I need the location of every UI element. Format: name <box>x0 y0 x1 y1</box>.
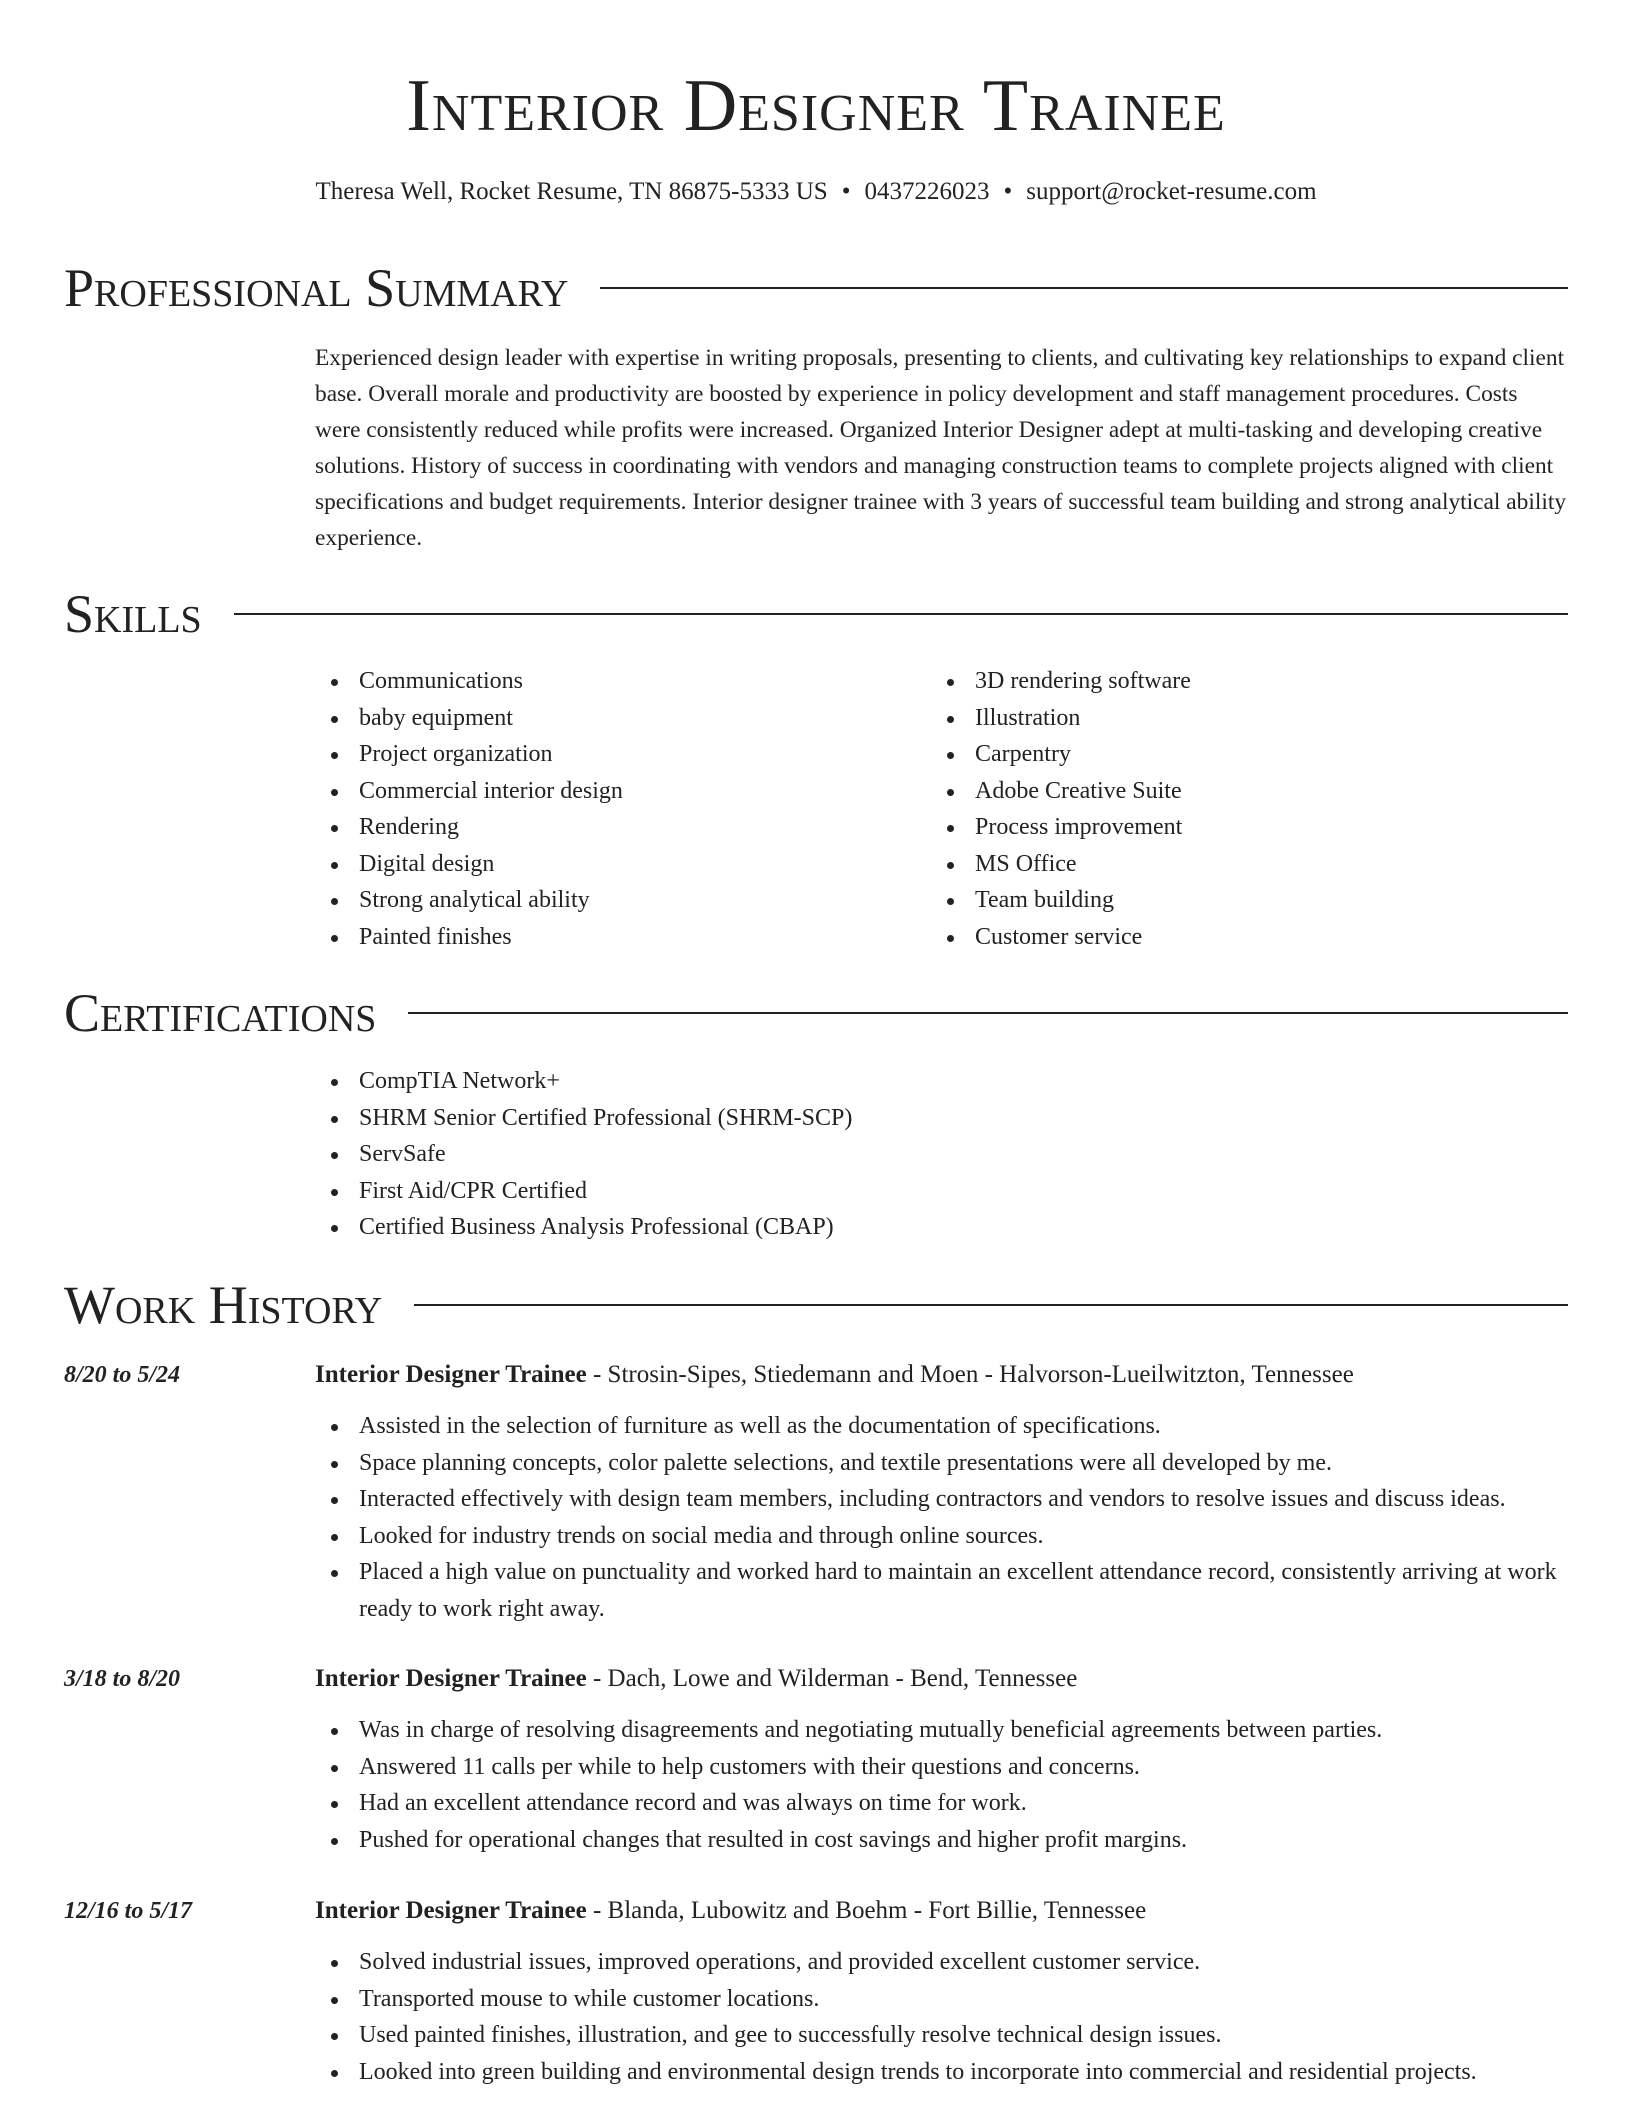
job-dates: 8/20 to 5/24 <box>64 1362 181 1388</box>
skills-section-header <box>64 584 1568 644</box>
skill-item: Strong analytical ability <box>315 882 915 919</box>
certification-item: CompTIA Network+ <box>315 1063 1515 1100</box>
summary-section-header <box>64 258 1568 318</box>
section-divider <box>414 1304 1568 1306</box>
job-heading <box>315 1661 1077 1697</box>
skill-item: Commercial interior design <box>315 773 915 810</box>
skill-item: Carpentry <box>931 736 1531 773</box>
contact-separator: • <box>841 178 851 205</box>
job-bullet: Transported mouse to while customer locations. <box>315 1981 1568 2018</box>
job-bullets <box>315 1712 1568 1858</box>
job-bullet: Space planning concepts, color palette selections, and textile presentations were all developed by me. <box>315 1445 1568 1482</box>
skill-item: Digital design <box>315 846 915 883</box>
job-bullet: Had an excellent attendance record and was always on time for work. <box>315 1785 1568 1822</box>
job-bullet: Solved industrial issues, improved operations, and provided excellent customer service. <box>315 1944 1568 1981</box>
section-divider <box>234 613 1568 615</box>
job-bullet: Looked for industry trends on social media and through online sources. <box>315 1518 1568 1555</box>
contact-email: support@rocket-resume.com <box>1026 178 1317 205</box>
job-dates: 12/16 to 5/17 <box>64 1898 193 1924</box>
work-section-header <box>64 1275 1568 1335</box>
job-employer: - Dach, Lowe and Wilderman - Bend, Tennessee <box>586 1665 1078 1692</box>
job-employer: - Blanda, Lubowitz and Boehm - Fort Billie, Tennessee <box>586 1897 1147 1924</box>
job-bullet: Placed a high value on punctuality and worked hard to maintain an excellent attendance record, consistently arriving at work ready to work right away. <box>315 1554 1568 1627</box>
skills-list-left <box>315 663 915 955</box>
section-title: Skills <box>64 584 202 644</box>
contact-line <box>0 175 1632 209</box>
job-bullet: Looked into green building and environmental design trends to incorporate into commercial and residential projects. <box>315 2054 1568 2091</box>
skill-item: baby equipment <box>315 700 915 737</box>
skill-item: Project organization <box>315 736 915 773</box>
skill-item: Process improvement <box>931 809 1531 846</box>
candidate-name: Interior Designer Trainee <box>406 65 1226 147</box>
skills-list-right <box>931 663 1531 955</box>
skill-item: Adobe Creative Suite <box>931 773 1531 810</box>
skill-item: Painted finishes <box>315 919 915 956</box>
job-bullets <box>315 1944 1568 2090</box>
skill-item: 3D rendering software <box>931 663 1531 700</box>
certification-item: Certified Business Analysis Professional (CBAP) <box>315 1209 1515 1246</box>
certifications-list <box>315 1063 1515 1246</box>
section-divider <box>408 1012 1568 1014</box>
certification-item: First Aid/CPR Certified <box>315 1173 1515 1210</box>
job-bullet: Used painted finishes, illustration, and gee to successfully resolve technical design issues. <box>315 2017 1568 2054</box>
section-divider <box>600 287 1568 289</box>
certifications-section-header <box>64 983 1568 1043</box>
section-title: Certifications <box>64 983 377 1043</box>
job-heading <box>315 1893 1146 1929</box>
job-title: Interior Designer Trainee <box>315 1665 587 1692</box>
job-dates: 3/18 to 8/20 <box>64 1666 181 1692</box>
section-title: Work History <box>64 1275 383 1335</box>
contact-address: Theresa Well, Rocket Resume, TN 86875-5333 US <box>315 178 828 205</box>
job-bullet: Interacted effectively with design team members, including contractors and vendors to resolve issues and discuss ideas. <box>315 1481 1568 1518</box>
job-employer: - Strosin-Sipes, Stiedemann and Moen - Halvorson-Lueilwitzton, Tennessee <box>586 1361 1354 1388</box>
job-bullets <box>315 1408 1568 1627</box>
job-bullet: Assisted in the selection of furniture as well as the documentation of specifications. <box>315 1408 1568 1445</box>
skill-item: Customer service <box>931 919 1531 956</box>
job-bullet: Was in charge of resolving disagreements and negotiating mutually beneficial agreements between parties. <box>315 1712 1568 1749</box>
contact-phone: 0437226023 <box>864 178 990 205</box>
contact-separator: • <box>1003 178 1013 205</box>
section-title: Professional Summary <box>64 258 569 318</box>
skill-item: Communications <box>315 663 915 700</box>
certification-item: ServSafe <box>315 1136 1515 1173</box>
job-bullet: Pushed for operational changes that resulted in cost savings and higher profit margins. <box>315 1822 1568 1859</box>
job-title: Interior Designer Trainee <box>315 1361 587 1388</box>
job-heading <box>315 1357 1354 1393</box>
skill-item: Rendering <box>315 809 915 846</box>
skill-item: Illustration <box>931 700 1531 737</box>
job-title: Interior Designer Trainee <box>315 1897 587 1924</box>
certification-item: SHRM Senior Certified Professional (SHRM-SCP) <box>315 1100 1515 1137</box>
skill-item: MS Office <box>931 846 1531 883</box>
skill-item: Team building <box>931 882 1531 919</box>
job-bullet: Answered 11 calls per while to help customers with their questions and concerns. <box>315 1749 1568 1786</box>
summary-text: Experienced design leader with expertise in writing proposals, presenting to clients, and cultivating key relationships to expand client base. Overall morale and productivity are boosted by experience in policy development and staff management procedures. Costs were consistently reduced while profits were increased. Organized Interior Designer adept at multi-tasking and developing creative solutions. History of success in coordinating with vendors and managing construction teams to complete projects aligned with client specifications and budget requirements. Interior designer trainee with 3 years of successful team building and strong analytical ability experience. <box>315 345 1567 551</box>
